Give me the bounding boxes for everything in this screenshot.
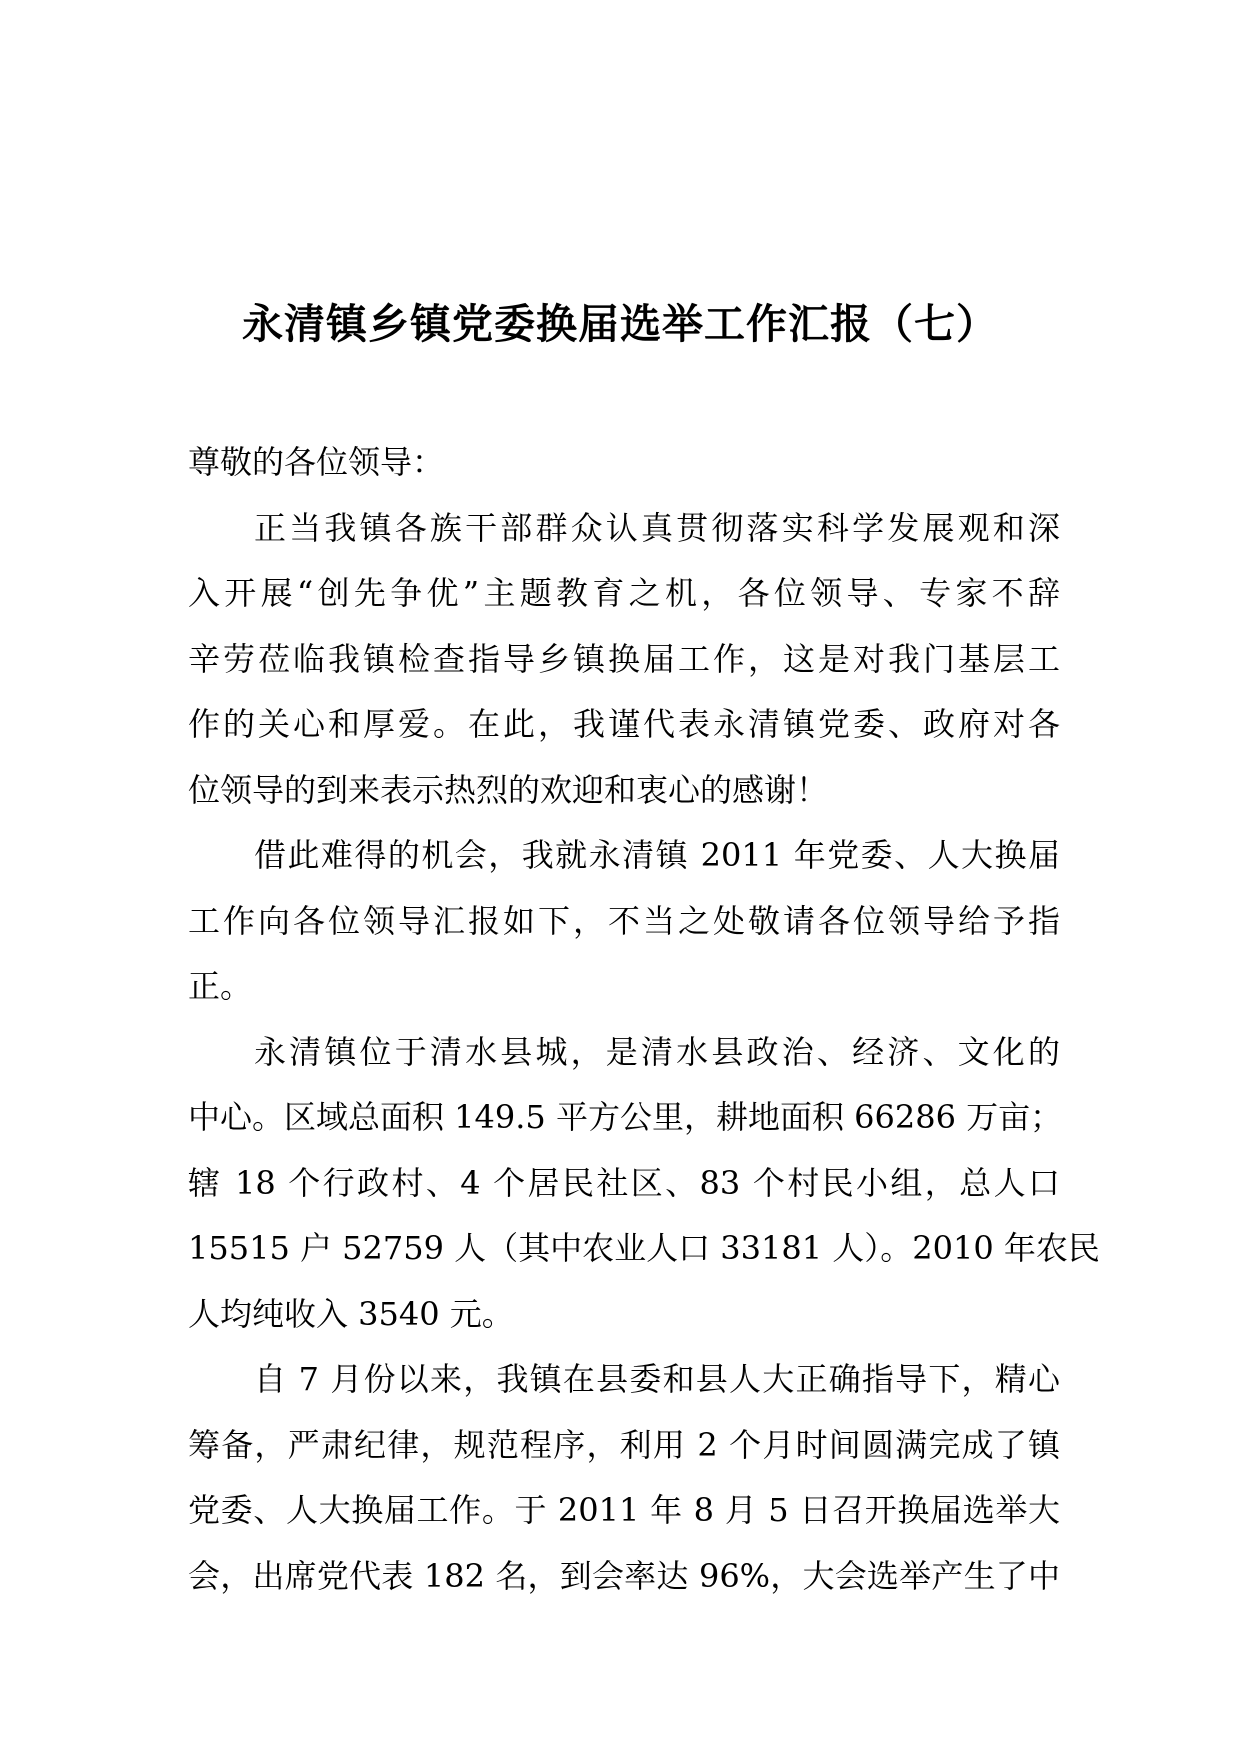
paragraph-line: 正。	[188, 967, 253, 1005]
paragraph-line: 永清镇位于清水县城，是清水县政治、经济、文化的	[254, 1032, 1060, 1071]
paragraph-line: 入开展“创先争优”主题教育之机，各位领导、专家不辞	[188, 574, 1060, 612]
document-body	[188, 430, 1100, 1609]
paragraph-line: 筹备，严肃纪律，规范程序，利用 2 个月时间圆满完成了镇	[188, 1425, 1060, 1464]
paragraph-line: 人均纯收入 3540 元。	[188, 1294, 514, 1333]
paragraph-line: 党委、人大换届工作。于 2011 年 8 月 5 日召开换届选举大	[188, 1491, 1060, 1529]
paragraph-line: 15515 户 52759 人（其中农业人口 33181 人）。2010 年农民	[188, 1229, 1100, 1267]
paragraph-line: 中心。区域总面积 149.5 平方公里，耕地面积 66286 万亩；	[188, 1098, 1063, 1136]
paragraph-line: 借此难得的机会，我就永清镇 2011 年党委、人大换届	[254, 836, 1060, 874]
paragraph-line: 辖 18 个行政村、4 个居民社区、83 个村民小组，总人口	[188, 1163, 1060, 1202]
paragraph-line: 正当我镇各族干部群众认真贯彻落实科学发展观和深	[254, 508, 1060, 547]
paragraph-line: 位领导的到来表示热烈的欢迎和衷心的感谢！	[188, 770, 829, 809]
salutation: 尊敬的各位领导：	[188, 443, 445, 481]
paragraph-line: 辛劳莅临我镇检查指导乡镇换届工作，这是对我门基层工	[188, 639, 1060, 678]
paragraph-line: 自 7 月份以来，我镇在县委和县人大正确指导下，精心	[254, 1360, 1060, 1398]
paragraph-line: 会，出席党代表 182 名，到会率达 96%，大会选举产生了中	[188, 1556, 1060, 1595]
paragraph-line: 作的关心和厚爱。在此，我谨代表永清镇党委、政府对各	[188, 705, 1060, 743]
paragraph-line: 工作向各位领导汇报如下，不当之处敬请各位领导给予指	[188, 901, 1060, 940]
document-title: 永清镇乡镇党委换届选举工作汇报（七）	[242, 300, 998, 348]
